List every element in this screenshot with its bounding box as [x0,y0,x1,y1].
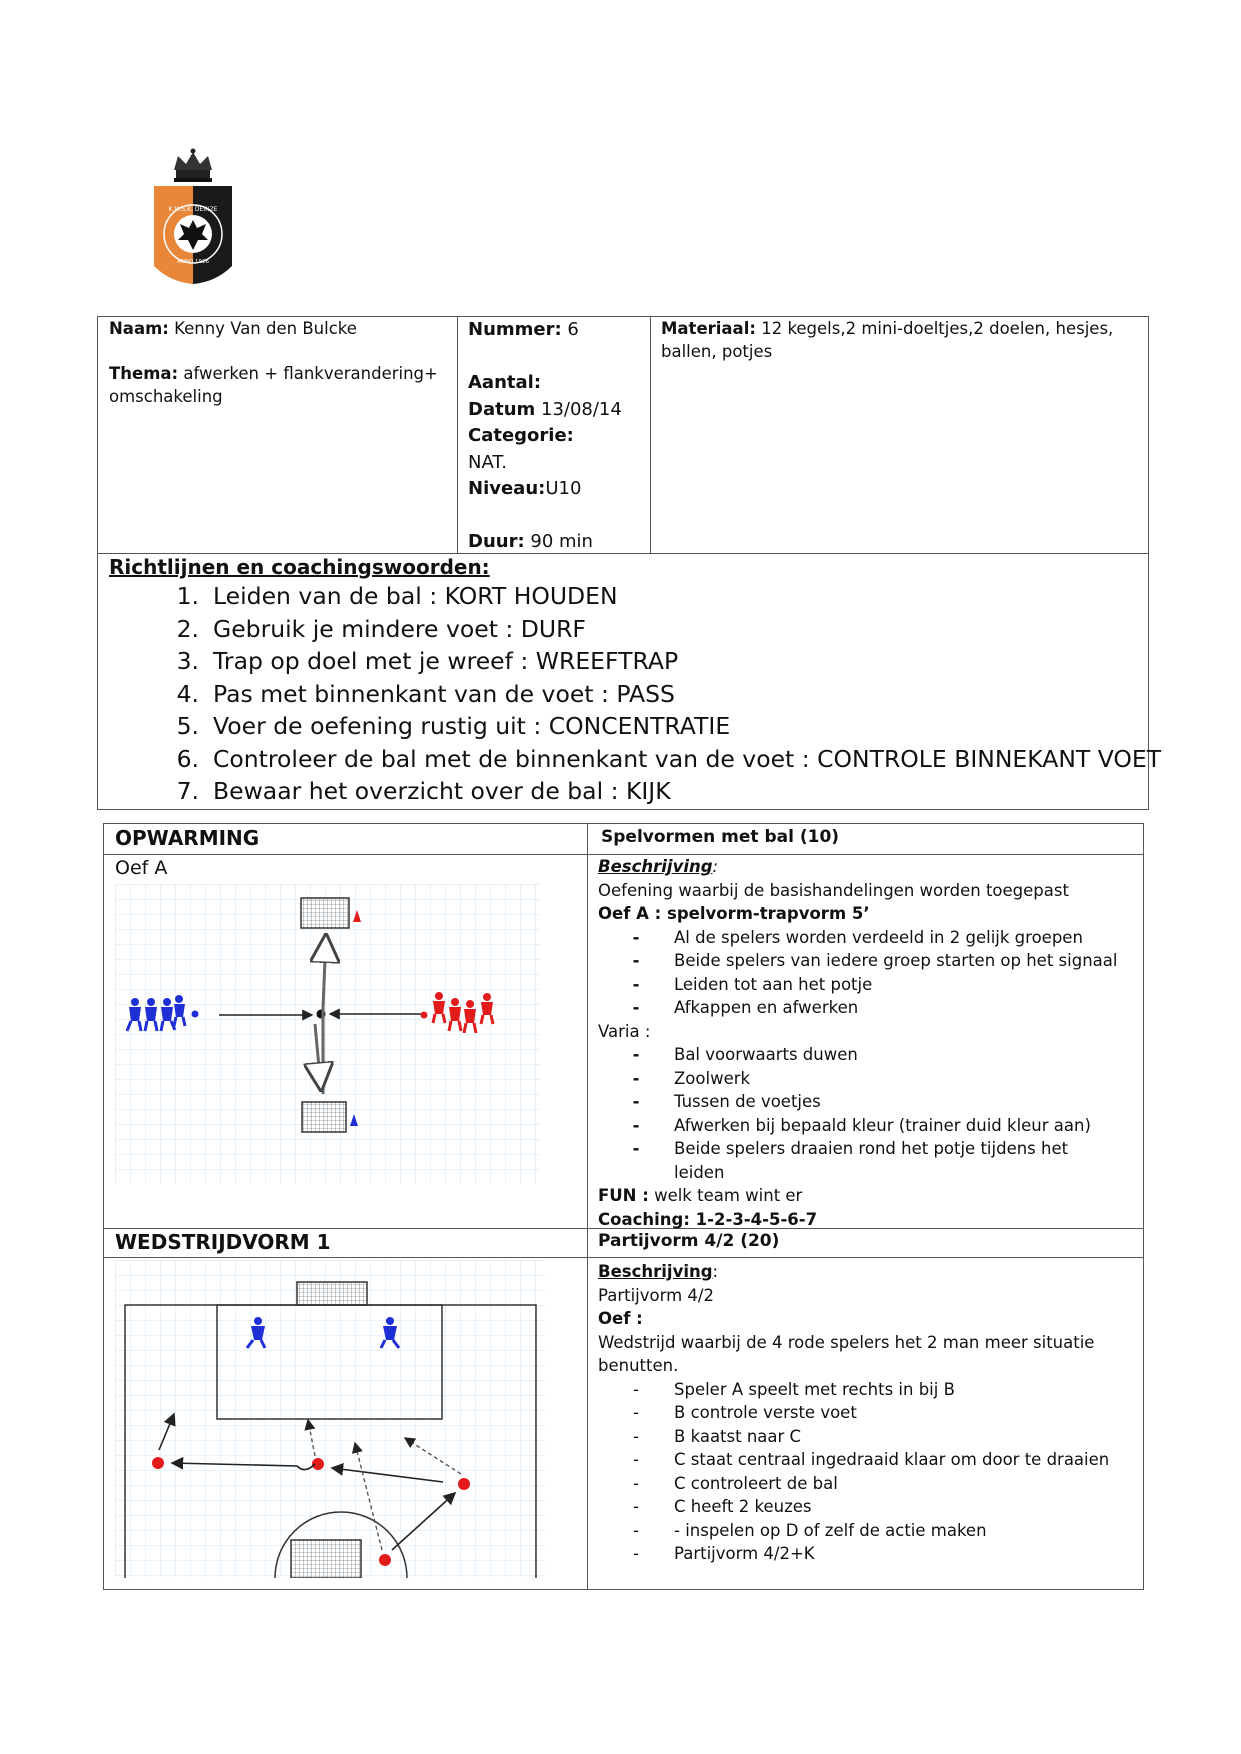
list-item: - Speler A speelt met rechts in bij B [633,1379,955,1399]
list-item: - C controleert de bal [633,1473,838,1493]
list-item: - Afkappen en afwerken [632,998,859,1017]
match-diagram [115,1260,545,1578]
list-item: - - inspelen op D of zelf de actie maken [633,1520,987,1540]
list-item: 7. Bewaar het overzicht over de bal : KIJK [176,777,671,805]
warmup-description: Beschrijving: Oefening waarbij de basishandelingen worden toegepast Oef A : spelvorm-trapvorm 5’ - Al de spelers worden verdeeld in 2 gelijk groepen - Beide spelers van iedere groep starten op het signaal - Leiden tot aan het potje - Afkappen en afwerken Varia : - Bal voorwaarts duwen - Zoolwerk - Tussen de voetjes - Afwerken bij bepaald kleur (trainer duid kleur aan) - Beide spelers draaien rond het potje tijdens het leiden FUN : welk team wint er Coaching: 1-2-3-4-5-6-7 [598,855,1138,1231]
warmup-diagram [115,884,540,1184]
warmup-intro: Oefening waarbij de basishandelingen worden toegepast [598,880,1069,900]
guidelines-title: Richtlijnen en coachingswoorden: [109,555,490,579]
materiaal-cell [661,317,1141,363]
varia-continued: leiden [674,1162,725,1182]
list-item: 6. Controleer de bal met de binnenkant van de voet : CONTROLE BINNEKANT VOET [176,744,1162,773]
fun-value: welk team wint er [648,1186,803,1205]
list-item: - B kaatst naar C [633,1426,802,1446]
guidelines-list [162,580,1162,808]
warmup-oef: Oef A : spelvorm-trapvorm 5’ [598,904,870,923]
fun-label: FUN : [598,1186,649,1205]
list-item: - Al de spelers worden verdeeld in 2 gelijk groepen [632,927,1083,947]
nummer-value: 6 [561,319,579,340]
svg-text:K.M.S.K. DEINZE: K.M.S.K. DEINZE [168,206,218,213]
match-description: Beschrijving: Partijvorm 4/2 Oef : Wedstrijd waarbij de 4 rode spelers het 2 man meer situatie benutten. - Speler A speelt met rechts in bij B - B controle verste voet - B kaatst naar C - C staat centraal ingedraaid klaar om door te draaien - C controleert de bal - C heeft 2 keuzes - - inspelen op D of zelf de actie maken - Partijvorm 4/2+K [598,1260,1138,1566]
list-item: - Partijvorm 4/2+K [633,1544,815,1563]
list-item: - Afwerken bij bepaald kleur (trainer duid kleur aan) [632,1115,1091,1135]
guidelines-section [109,555,1162,808]
list-item: 3. Trap op doel met je wreef : WREEFTRAP [176,647,679,675]
nummer-label: Nummer: [468,319,562,340]
match-line1: Partijvorm 4/2 [598,1285,714,1305]
list-item: - C staat centraal ingedraaid klaar om door te draaien [633,1450,1110,1469]
match-title: WEDSTRIJDVORM 1 [115,1230,331,1254]
list-item: - Bal voorwaarts duwen [632,1045,858,1064]
beschrijving-label: Beschrijving [598,1262,713,1281]
thema-label: Thema: [109,364,179,383]
list-item: 4. Pas met binnenkant van de voet : PASS [176,679,675,708]
match-right-title: Partijvorm 4/2 (20) [598,1231,780,1251]
list-item: - C heeft 2 keuzes [633,1497,812,1516]
match-desc2: benutten. [598,1356,679,1375]
list-item: 2. Gebruik je mindere voet : DURF [176,614,586,643]
list-item: 1. Leiden van de bal : KORT HOUDEN [176,582,618,610]
svg-text:ANNO 1926: ANNO 1926 [176,259,210,265]
exercise-table [103,823,1144,1590]
niveau-label: Niveau: [468,478,546,499]
list-item: - Leiden tot aan het potje [632,974,873,994]
thema-value-2: omschakeling [109,387,223,406]
thema-cell [109,362,454,408]
match-desc1: Wedstrijd waarbij de 4 rode spelers het 2 man meer situatie [598,1332,1095,1352]
niveau-value: U10 [545,478,582,499]
list-item: - Beide spelers draaien rond het potje tijdens het [632,1139,1069,1158]
materiaal-label: Materiaal: [661,319,756,338]
coaching-line: Coaching: 1-2-3-4-5-6-7 [598,1209,818,1229]
materiaal-value-2: ballen, potjes [661,342,773,361]
categorie-value: NAT. [468,451,507,473]
warmup-right-title: Spelvormen met bal (10) [601,827,840,847]
naam-cell [109,317,449,340]
naam-value: Kenny Van den Bulcke [168,319,357,338]
beschrijving-label: Beschrijving [598,857,713,876]
goal-bottom-icon [291,1540,361,1578]
crown-icon [174,149,212,183]
warmup-title: OPWARMING [115,826,260,850]
warmup-subtitle: Oef A [115,857,168,879]
materiaal-value: 12 kegels,2 mini-doeltjes,2 doelen, hesjes, [755,319,1114,338]
datum-value: 13/08/14 [535,398,622,420]
varia-label: Varia : [598,1021,651,1041]
duur-label: Duur: [468,531,525,552]
list-item: - Zoolwerk [632,1068,751,1088]
club-logo [150,148,236,286]
list-item: - Tussen de voetjes [632,1092,821,1111]
duur-value: 90 min [524,531,593,552]
details-cell [468,317,648,556]
aantal-label: Aantal: [468,372,542,393]
datum-label: Datum [468,398,536,420]
categorie-label: Categorie: [468,425,574,446]
list-item: - Beide spelers van iedere groep starten op het signaal [632,951,1118,970]
list-item: - B controle verste voet [633,1403,857,1422]
goal-top-icon [297,1282,367,1305]
match-oef: Oef : [598,1309,643,1328]
session-info-table [97,316,1162,810]
list-item: 5. Voer de oefening rustig uit : CONCENTRATIE [176,712,731,740]
naam-label: Naam: [109,319,169,338]
thema-value: afwerken + flankverandering+ [178,364,438,383]
